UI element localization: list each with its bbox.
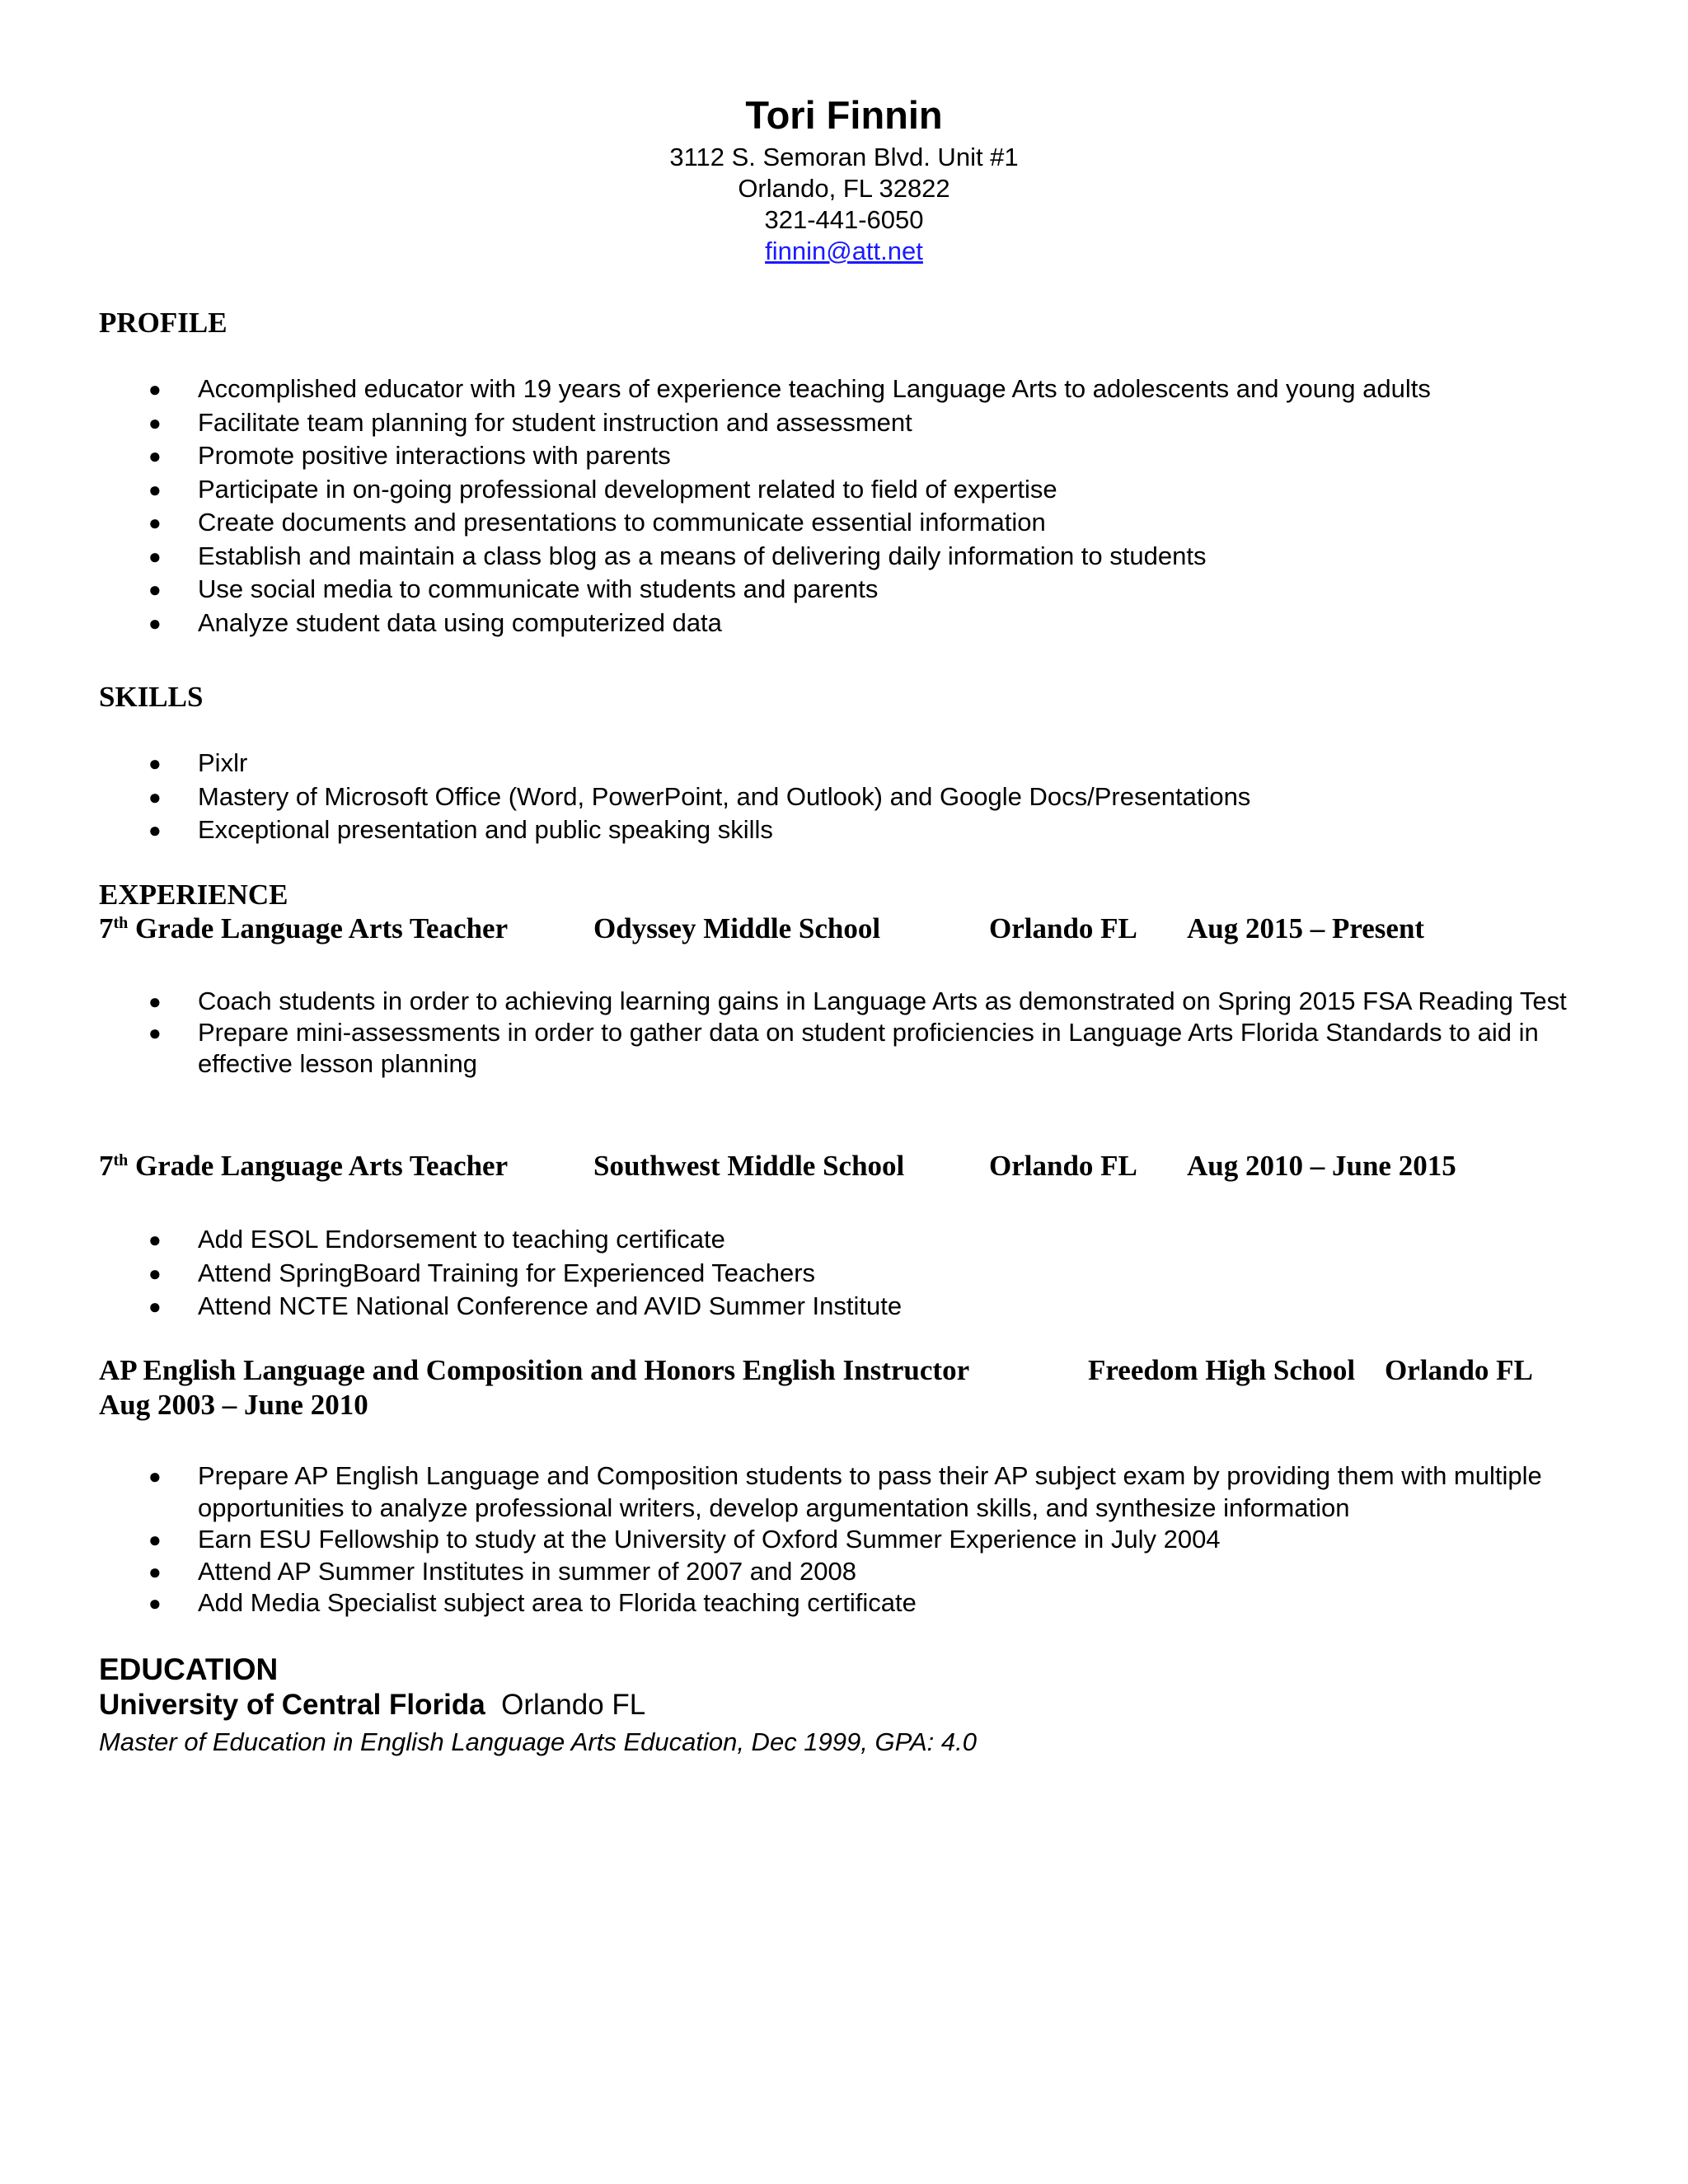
bullet-icon: ● — [148, 476, 162, 502]
job-3-list — [99, 1460, 1582, 1619]
skills-list — [99, 747, 1582, 847]
list-item: ● Establish and maintain a class blog as a means of delivering daily information to students — [99, 540, 1582, 574]
education-heading: EDUCATION — [99, 1652, 279, 1686]
bullet-icon: ● — [148, 751, 162, 776]
address-line-1: 3112 S. Semoran Blvd. Unit #1 — [669, 143, 1019, 171]
address-line-2: Orlando, FL 32822 — [738, 174, 950, 203]
job-school: Freedom High School — [1088, 1354, 1356, 1386]
resume-name: Tori Finnin — [745, 93, 943, 137]
bullet-icon: ● — [148, 577, 162, 602]
list-item: ● Promote positive interactions with parents — [99, 439, 1582, 473]
bullet-icon: ● — [148, 1558, 162, 1584]
profile-list — [99, 373, 1582, 640]
bullet-icon: ● — [148, 1260, 162, 1286]
education-school: University of Central Florida — [99, 1689, 485, 1721]
job-dates: Aug 2015 – Present — [1187, 912, 1425, 944]
bullet-icon: ● — [148, 443, 162, 468]
job-dates: Aug 2010 – June 2015 — [1187, 1150, 1456, 1182]
bullet-icon: ● — [148, 610, 162, 635]
bullet-icon: ● — [148, 1591, 162, 1615]
bullet-icon: ● — [148, 989, 162, 1014]
list-item: ● Coach students in order to achieving learning gains in Language Arts as demonstrated on Spring 2015 FSA Reading Test — [148, 987, 1567, 1015]
list-item: ● Prepare AP English Language and Composition students to pass their AP subject exam by providing them with multiple opportunities to analyze professional writers, develop argumentation skills, and synthesize information — [148, 1461, 1542, 1522]
list-item: ● Facilitate team planning for student instruction and assessment — [99, 406, 1582, 440]
bullet-icon: ● — [148, 1527, 162, 1552]
phone-number: 321-441-6050 — [764, 205, 924, 234]
list-item: ● Prepare mini-assessments in order to gather data on student proficiencies in Language Arts Florida Standards to aid in effective lesson planning — [148, 1018, 1539, 1078]
job-school: Southwest Middle School — [593, 1150, 905, 1182]
list-item: ● Accomplished educator with 19 years of experience teaching Language Arts to adolescents and young adults — [99, 373, 1582, 406]
list-item: ● Pixlr — [99, 747, 1582, 780]
list-item: ● Earn ESU Fellowship to study at the University of Oxford Summer Experience in July 2004 — [99, 1524, 1582, 1556]
email-line — [0, 236, 1688, 267]
list-item: ● Exceptional presentation and public speaking skills — [99, 813, 1582, 847]
bullet-icon: ● — [148, 410, 162, 435]
list-item: ● Attend SpringBoard Training for Experienced Teachers — [99, 1257, 1582, 1291]
education-school-row — [99, 1688, 645, 1722]
profile-heading: PROFILE — [99, 307, 227, 339]
job-title: 7th Grade Language Arts Teacher — [99, 1150, 509, 1182]
job-location: Orlando FL — [1385, 1354, 1533, 1386]
list-item: ● Mastery of Microsoft Office (Word, PowerPoint, and Outlook) and Google Docs/Presentations — [99, 780, 1582, 814]
job-location: Orlando FL — [989, 912, 1137, 944]
job-location: Orlando FL — [989, 1150, 1137, 1182]
job-title: AP English Language and Composition and Honors English Instructor — [99, 1354, 970, 1386]
job-school: Odyssey Middle School — [593, 912, 881, 944]
bullet-icon: ● — [148, 377, 162, 401]
education-degree: Master of Education in English Language Arts Education, Dec 1999, GPA: 4.0 — [99, 1727, 977, 1756]
bullet-icon: ● — [148, 1227, 162, 1252]
email-link[interactable]: finnin@att.net — [765, 237, 923, 265]
job-title: 7th Grade Language Arts Teacher — [99, 912, 509, 944]
job-2-list — [99, 1223, 1582, 1324]
list-item: ● Participate in on-going professional development related to field of expertise — [99, 473, 1582, 507]
job-1-list — [99, 986, 1582, 1080]
list-item: ● Attend AP Summer Institutes in summer of 2007 and 2008 — [99, 1556, 1582, 1588]
education-location: Orlando FL — [501, 1689, 646, 1721]
list-item: ● Analyze student data using computerized data — [99, 607, 1582, 640]
bullet-icon: ● — [148, 784, 162, 809]
bullet-icon: ● — [148, 510, 162, 535]
bullet-icon: ● — [148, 1294, 162, 1319]
list-item: ● Add ESOL Endorsement to teaching certificate — [99, 1223, 1582, 1257]
skills-heading: SKILLS — [99, 681, 204, 713]
list-item: ● Attend NCTE National Conference and AVID Summer Institute — [99, 1290, 1582, 1324]
list-item: ● Create documents and presentations to communicate essential information — [99, 506, 1582, 540]
bullet-icon: ● — [148, 818, 162, 842]
list-item: ● Use social media to communicate with students and parents — [99, 573, 1582, 607]
experience-heading: EXPERIENCE — [99, 879, 288, 911]
list-item: ● Add Media Specialist subject area to Florida teaching certificate — [99, 1587, 1582, 1619]
job-dates: Aug 2003 – June 2010 — [99, 1389, 368, 1421]
bullet-icon: ● — [148, 1020, 162, 1045]
bullet-icon: ● — [148, 543, 162, 569]
bullet-icon: ● — [148, 1464, 162, 1488]
